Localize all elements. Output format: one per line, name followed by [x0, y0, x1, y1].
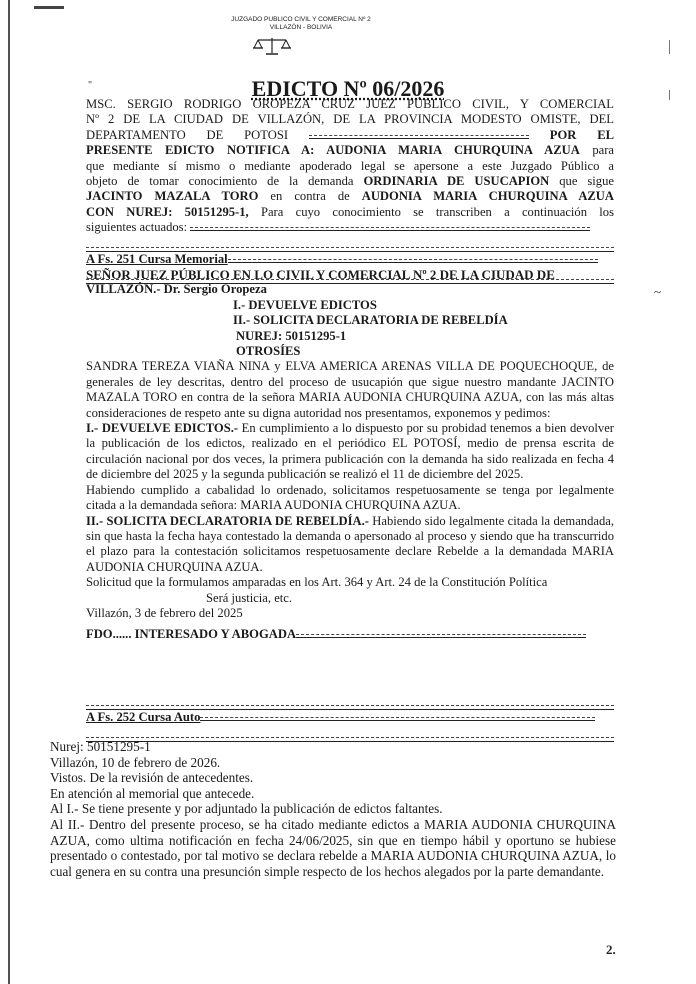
- auto-line: Vistos. De la revisión de antecedentes.: [50, 770, 254, 786]
- auto-line: Al I.- Se tiene presente y por adjuntado la publicación de edictos faltantes.: [50, 801, 443, 817]
- auto-paragraph: Al II.- Dentro del presente proceso, se ha citado mediante edictos a MARIA AUDONIA CHURQUINA AZUA, como ultima notificación en fecha 24/06/2025, sin que en tiempo hábil y oportuno se hubiese presentado o contestado, por tal motivo se declara rebelde a MARIA AUDONIA CHURQUINA AZUA, lo cual genera en su contra una presunción simple respecto de los hechos alegados por la parte demandante.: [50, 816, 616, 879]
- memorial-date: Villazón, 3 de febrero del 2025: [86, 605, 243, 620]
- court-letterhead: [226, 16, 376, 32]
- auto-line: En atención al memorial que antecede.: [50, 785, 255, 801]
- edict-intro: [86, 97, 614, 284]
- dashed-rule: [86, 694, 614, 710]
- memorial-paragraph: I.- DEVUELVE EDICTOS.- En cumplimiento a lo dispuesto por su probidad tenemos a bien devolver la publicación de los edictos, realizado en el periódico EL POTOSÍ, medio de prensa escrita de circulación nacional por dos veces, la primera publicación con la demanda ha sido realizada en fecha 4 de diciembre del 2025 y la segunda publicación se realizó el 11 de diciembre del 2025.: [86, 421, 614, 482]
- summary-item: NUREJ: 50151295-1: [236, 328, 347, 343]
- scan-mark: [34, 6, 64, 9]
- intro-line: MSC. SERGIO RODRIGO OROPEZA CRUZ JUEZ PÚBLICO CIVIL, Y COMERCIAL: [86, 97, 614, 111]
- memorial-paragraph: II.- SOLICITA DECLARATORIA DE REBELDÍA.- Habiendo sido legalmente citada la demandada, sin que hasta la fecha haya contestado la demanda o apersonado al proceso y siendo que ha transcurrido el plazo para la contestación solicitamos respetuosamente declare Rebelde a la demandada MARIA AUDONIA CHURQUINA AZUA.: [86, 513, 614, 574]
- addressee-line: VILLAZÓN.- Dr. Sergio Oropeza: [86, 282, 267, 297]
- auto-section: [86, 694, 614, 742]
- addressee-line: SEÑOR JUEZ PÚBLICO EN LO CIVIL Y COMERCIAL Nº 2 DE LA CIUDAD DE: [86, 267, 555, 282]
- intro-line: CON NUREJ: 50151295-1, Para cuyo conocimiento se transcriben a continuación los: [86, 204, 614, 219]
- letterhead-line1: JUZGADO PUBLICO CIVIL Y COMERCIAL Nº 2: [231, 16, 371, 23]
- memorial-paragraph: Habiendo cumplido a cabalidad lo ordenado, solicitamos respetuosamente se tenga por legalmente citada a la demandada señora: MARIA AUDONIA CHURQUINA AZUA.: [86, 482, 614, 513]
- intro-line: DEPARTAMENTO DE POTOSI POR EL: [86, 127, 614, 142]
- memorial: [86, 267, 614, 643]
- intro-line: JACINTO MAZALA TORO en contra de AUDONIA MARIA CHURQUINA AZUA: [86, 189, 615, 204]
- section-heading-fs251: A Fs. 251 Cursa Memorial: [86, 252, 614, 267]
- signature-line: FDO...... INTERESADO Y ABOGADA: [86, 627, 614, 642]
- intro-line: PRESENTE EDICTO NOTIFICA A: AUDONIA MARIA CHURQUINA AZUA para: [86, 143, 614, 158]
- intro-line: que mediante sí mismo o mediante apoderado legal se apersone a este Juzgado Público a: [86, 158, 614, 173]
- summary-item: II.- SOLICITA DECLARATORIA DE REBELDÍA: [233, 313, 508, 328]
- memorial-paragraph: Solicitud que la formulamos amparadas en los Art. 364 y Art. 24 de la Constitución Política: [86, 575, 548, 590]
- summary-item: OTROSÍES: [236, 344, 301, 359]
- intro-line: objeto de tomar conocimiento de la demanda ORDINARIA DE USUCAPION que sigue: [86, 174, 614, 189]
- scales-of-justice-icon: [252, 36, 292, 56]
- section-heading-fs252: A Fs. 252 Cursa Auto: [86, 710, 614, 725]
- intro-line: Nº 2 DE LA CIUDAD DE VILLAZÓN, DE LA PROVINCIA MODESTO OMISTE, DEL: [86, 112, 614, 127]
- memorial-closing: Será justicia, etc.: [206, 590, 293, 605]
- summary-item: I.- DEVUELVE EDICTOS: [233, 297, 377, 312]
- auto-line: Villazón, 10 de febrero de 2026.: [50, 754, 221, 770]
- scan-edge: [8, 0, 10, 984]
- memorial-paragraph: SANDRA TEREZA VIAÑA NINA y ELVA AMERICA ARENAS VILLA DE POQUECHOQUE, de generales de ley descritas, dentro del proceso de usucapión que sigue nuestro mandante JACINTO MAZALA TORO en contra de la señora MARIA AUDONIA CHURQUINA AZUA, con las más altas consideraciones de respeto ante su digna autoridad nos presentamos, exponemos y pedimos:: [86, 359, 614, 420]
- auto-line: Nurej: 50151295-1: [50, 739, 151, 754]
- letterhead-line2: VILLAZÓN - BOLIVIA: [269, 24, 333, 31]
- page-number-mark: 2.: [606, 942, 616, 957]
- intro-line: siguientes actuados:: [86, 220, 614, 235]
- edict-title: EDICTO Nº 06/2026: [251, 76, 445, 101]
- scan-mark: [669, 40, 670, 54]
- scan-dot: ": [88, 80, 93, 91]
- auto-body: [50, 739, 616, 879]
- dashed-rule: [86, 236, 614, 252]
- margin-mark: ~: [654, 284, 662, 299]
